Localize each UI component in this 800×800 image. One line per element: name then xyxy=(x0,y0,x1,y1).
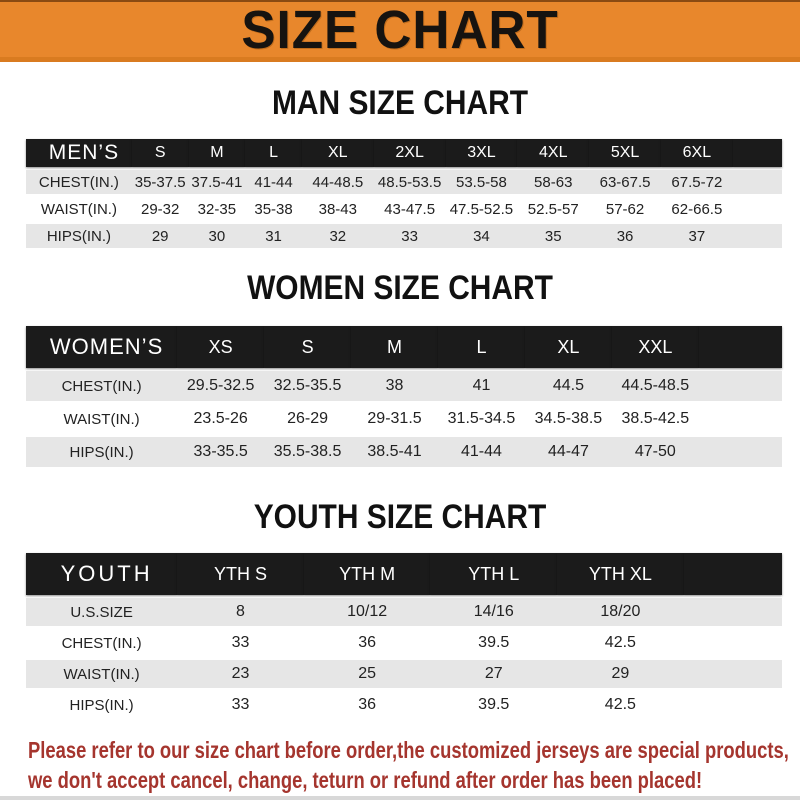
youth-size-table xyxy=(26,550,782,722)
table-row xyxy=(26,660,782,688)
size-value-cell: 44-47 xyxy=(525,437,612,467)
size-value-cell: 36 xyxy=(304,629,431,657)
size-column-header: 4XL xyxy=(517,139,589,167)
size-value-cell: 23.5-26 xyxy=(177,404,264,434)
size-column-header: XXL xyxy=(612,326,699,368)
size-value-cell: 38.5-42.5 xyxy=(612,404,699,434)
size-value-cell: 57-62 xyxy=(589,197,661,221)
size-value-cell: 23 xyxy=(177,660,304,688)
table-header-label: WOMEN’S xyxy=(26,326,177,368)
size-value-cell: 48.5-53.5 xyxy=(374,170,446,194)
size-value-cell: 58-63 xyxy=(517,170,589,194)
banner-title: SIZE CHART xyxy=(241,0,559,60)
size-column-header: YTH L xyxy=(430,553,557,595)
header-row xyxy=(26,326,782,368)
header-row xyxy=(26,553,782,595)
table-header-label: YOUTH xyxy=(26,553,177,595)
size-column-header: M xyxy=(189,139,246,167)
size-value-cell: 41-44 xyxy=(438,437,525,467)
size-value-cell: 33-35.5 xyxy=(177,437,264,467)
size-value-cell: 14/16 xyxy=(430,598,557,626)
youth-size-chart-section xyxy=(0,498,800,722)
row-label: U.S.SIZE xyxy=(26,598,177,626)
table-row xyxy=(26,371,782,401)
size-value-cell: 32.5-35.5 xyxy=(264,371,351,401)
size-column-header: XL xyxy=(525,326,612,368)
size-value-cell: 33 xyxy=(374,224,446,248)
table-row xyxy=(26,629,782,657)
size-value-cell: 67.5-72 xyxy=(661,170,733,194)
size-value-cell: 38.5-41 xyxy=(351,437,438,467)
trailing-cell xyxy=(684,629,782,657)
size-value-cell: 36 xyxy=(589,224,661,248)
size-value-cell: 41-44 xyxy=(245,170,302,194)
row-label: HIPS(IN.) xyxy=(26,691,177,719)
trailing-header-cell xyxy=(684,553,782,595)
size-value-cell: 44-48.5 xyxy=(302,170,374,194)
size-value-cell: 31 xyxy=(245,224,302,248)
size-value-cell: 29.5-32.5 xyxy=(177,371,264,401)
size-value-cell: 27 xyxy=(430,660,557,688)
size-value-cell: 47.5-52.5 xyxy=(446,197,518,221)
size-value-cell: 29 xyxy=(557,660,684,688)
size-value-cell: 34 xyxy=(446,224,518,248)
size-value-cell: 42.5 xyxy=(557,629,684,657)
header-row xyxy=(26,139,782,167)
size-value-cell: 53.5-58 xyxy=(446,170,518,194)
size-column-header: S xyxy=(132,139,189,167)
trailing-cell xyxy=(684,691,782,719)
size-column-header: 2XL xyxy=(374,139,446,167)
size-value-cell: 62-66.5 xyxy=(661,197,733,221)
size-value-cell: 35.5-38.5 xyxy=(264,437,351,467)
size-value-cell: 37 xyxy=(661,224,733,248)
size-value-cell: 44.5-48.5 xyxy=(612,371,699,401)
size-value-cell: 38 xyxy=(351,371,438,401)
trailing-cell xyxy=(684,598,782,626)
size-column-header: S xyxy=(264,326,351,368)
table-row xyxy=(26,437,782,467)
size-value-cell: 34.5-38.5 xyxy=(525,404,612,434)
table-row xyxy=(26,691,782,719)
trailing-cell xyxy=(699,437,782,467)
women-size-chart-section xyxy=(0,269,800,470)
size-value-cell: 18/20 xyxy=(557,598,684,626)
table-row xyxy=(26,404,782,434)
size-column-header: M xyxy=(351,326,438,368)
row-label: CHEST(IN.) xyxy=(26,170,132,194)
size-column-header: YTH M xyxy=(304,553,431,595)
row-label: WAIST(IN.) xyxy=(26,660,177,688)
row-label: CHEST(IN.) xyxy=(26,629,177,657)
row-label: HIPS(IN.) xyxy=(26,224,132,248)
trailing-cell xyxy=(733,197,782,221)
size-value-cell: 35-38 xyxy=(245,197,302,221)
size-column-header: 6XL xyxy=(661,139,733,167)
women-size-table xyxy=(26,323,782,470)
table-row xyxy=(26,170,782,194)
size-value-cell: 36 xyxy=(304,691,431,719)
size-value-cell: 29 xyxy=(132,224,189,248)
man-size-chart-section xyxy=(0,84,800,251)
size-value-cell: 63-67.5 xyxy=(589,170,661,194)
trailing-cell xyxy=(684,660,782,688)
size-value-cell: 32-35 xyxy=(189,197,246,221)
size-value-cell: 10/12 xyxy=(304,598,431,626)
size-column-header: L xyxy=(438,326,525,368)
trailing-header-cell xyxy=(733,139,782,167)
size-value-cell: 44.5 xyxy=(525,371,612,401)
bottom-divider xyxy=(0,796,800,800)
size-value-cell: 39.5 xyxy=(430,629,557,657)
disclaimer-line-1: Please refer to our size chart before order,the customized jerseys are special products, xyxy=(28,737,789,763)
table-row xyxy=(26,224,782,248)
size-column-header: L xyxy=(245,139,302,167)
trailing-cell xyxy=(733,224,782,248)
row-label: WAIST(IN.) xyxy=(26,404,177,434)
size-value-cell: 37.5-41 xyxy=(189,170,246,194)
trailing-header-cell xyxy=(699,326,782,368)
youth-chart-heading: YOUTH SIZE CHART xyxy=(253,498,547,536)
men-size-table xyxy=(26,136,782,251)
table-row xyxy=(26,197,782,221)
size-value-cell: 29-32 xyxy=(132,197,189,221)
trailing-cell xyxy=(733,170,782,194)
size-value-cell: 41 xyxy=(438,371,525,401)
trailing-cell xyxy=(699,371,782,401)
size-value-cell: 33 xyxy=(177,691,304,719)
size-chart-banner xyxy=(0,0,800,62)
size-value-cell: 35-37.5 xyxy=(132,170,189,194)
disclaimer xyxy=(28,735,800,795)
size-value-cell: 42.5 xyxy=(557,691,684,719)
size-column-header: XL xyxy=(302,139,374,167)
size-value-cell: 43-47.5 xyxy=(374,197,446,221)
row-label: CHEST(IN.) xyxy=(26,371,177,401)
size-column-header: XS xyxy=(177,326,264,368)
size-column-header: YTH XL xyxy=(557,553,684,595)
size-value-cell: 32 xyxy=(302,224,374,248)
size-value-cell: 25 xyxy=(304,660,431,688)
size-value-cell: 26-29 xyxy=(264,404,351,434)
size-column-header: YTH S xyxy=(177,553,304,595)
size-value-cell: 47-50 xyxy=(612,437,699,467)
row-label: HIPS(IN.) xyxy=(26,437,177,467)
size-value-cell: 30 xyxy=(189,224,246,248)
disclaimer-line-2: we don't accept cancel, change, teturn or refund after order has been placed! xyxy=(28,767,703,793)
trailing-cell xyxy=(699,404,782,434)
size-value-cell: 38-43 xyxy=(302,197,374,221)
size-value-cell: 35 xyxy=(517,224,589,248)
table-row xyxy=(26,598,782,626)
size-value-cell: 31.5-34.5 xyxy=(438,404,525,434)
row-label: WAIST(IN.) xyxy=(26,197,132,221)
size-value-cell: 39.5 xyxy=(430,691,557,719)
size-value-cell: 33 xyxy=(177,629,304,657)
size-column-header: 3XL xyxy=(446,139,518,167)
table-header-label: MEN’S xyxy=(26,139,132,167)
size-value-cell: 52.5-57 xyxy=(517,197,589,221)
size-column-header: 5XL xyxy=(589,139,661,167)
man-chart-heading: MAN SIZE CHART xyxy=(272,84,528,122)
women-chart-heading: WOMEN SIZE CHART xyxy=(247,269,553,307)
size-value-cell: 8 xyxy=(177,598,304,626)
size-value-cell: 29-31.5 xyxy=(351,404,438,434)
